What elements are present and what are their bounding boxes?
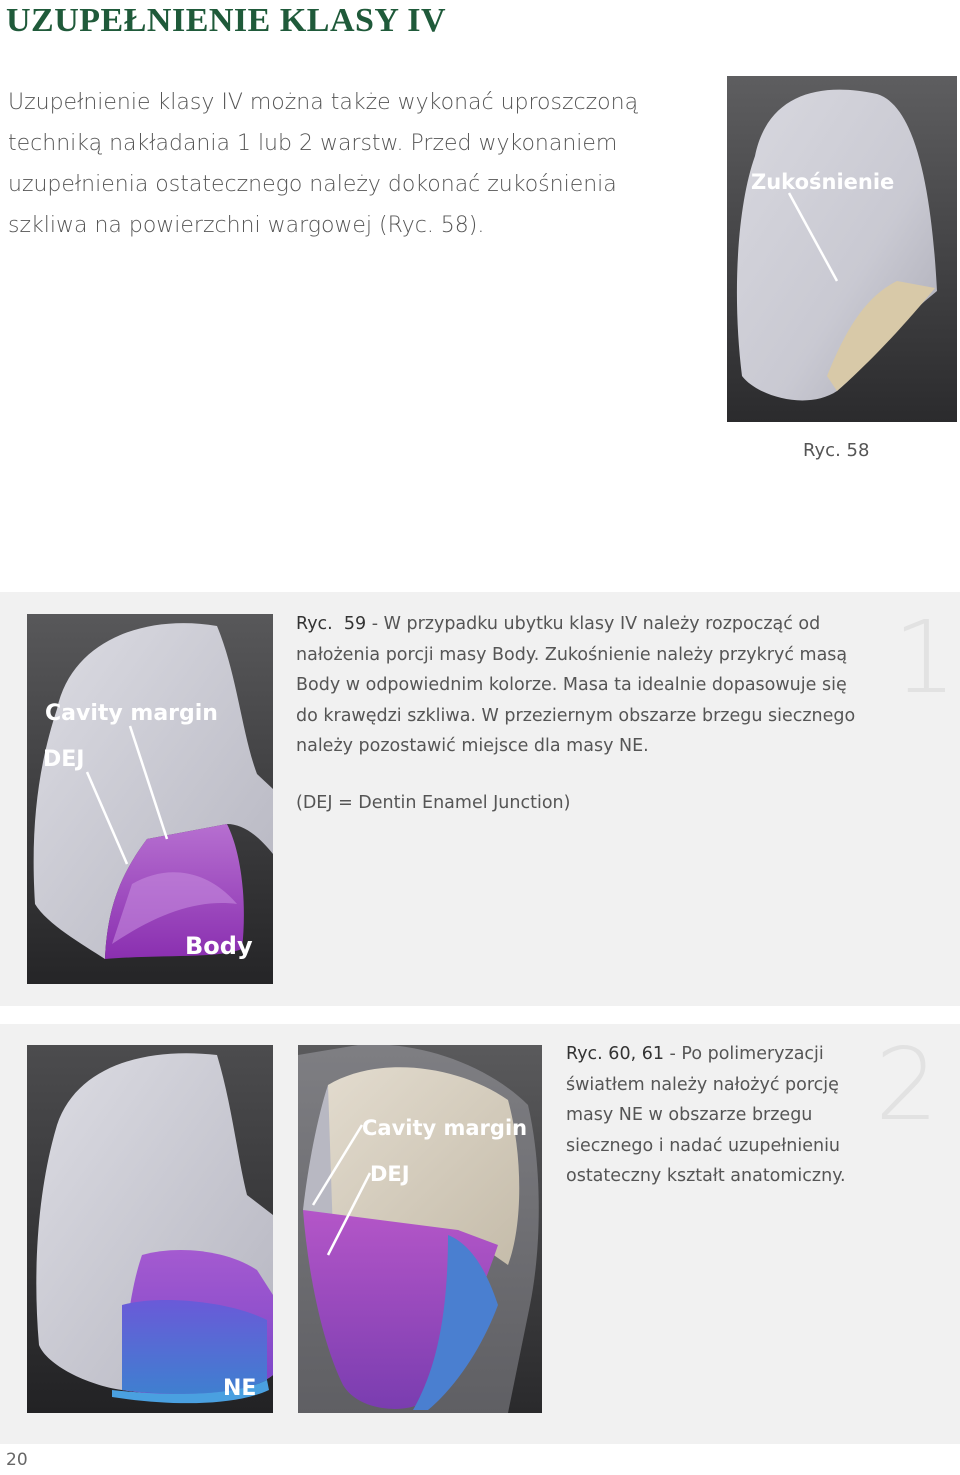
caption-58: Ryc. 58 (803, 440, 870, 461)
step-number-2: 2 (875, 1026, 939, 1143)
step-number-1: 1 (893, 599, 957, 716)
label-ne: NE (223, 1376, 257, 1401)
caption-60-61-text: - Po polimeryzacji światłem należy nałożyć porcję masy NE w obszarze brzegu siecznego i nadać uzupełnieniu ostateczny kształt anatomiczny. (566, 1044, 846, 1186)
figure-59 (27, 614, 273, 984)
caption-59-text: - W przypadku ubytku klasy IV należy rozpocząć od nałożenia porcji masy Body. Zukośnienie należy przykryć masą Body w odpowiednim kolorze. Masa ta idealnie dopasowuje się do krawędzi szkliwa. W przeziernym obszarze brzegu siecznego należy pozostawić miejsce dla masy NE. (296, 614, 856, 756)
page-title: UZUPEŁNIENIE KLASY IV (6, 2, 446, 39)
label-zukosnienie: Zukośnienie (751, 170, 895, 194)
label-cavity-margin: Cavity margin (45, 701, 218, 726)
figure-61 (298, 1045, 542, 1413)
dej-definition: (DEJ = Dentin Enamel Junction) (296, 793, 571, 813)
label-cavity-margin-61: Cavity margin (362, 1116, 528, 1140)
page-number: 20 (6, 1450, 28, 1470)
caption-59 (296, 609, 856, 762)
label-body: Body (185, 932, 253, 960)
label-dej: DEJ (43, 747, 85, 772)
caption-60-61-ref: Ryc. 60, 61 (566, 1044, 664, 1064)
figure-58 (727, 76, 957, 422)
caption-59-num: 59 (343, 614, 367, 634)
label-dej-61: DEJ (370, 1162, 410, 1186)
caption-59-ref: Ryc. (296, 614, 333, 634)
intro-paragraph: Uzupełnienie klasy IV można także wykonać uproszczoną techniką nakładania 1 lub 2 warstw. Przed wykonaniem uzupełnienia ostatecznego należy dokonać zukośnienia szkliwa na powierzchni wargowej (Ryc. 58). (8, 90, 639, 238)
caption-60-61 (566, 1039, 856, 1192)
figure-60 (27, 1045, 273, 1413)
